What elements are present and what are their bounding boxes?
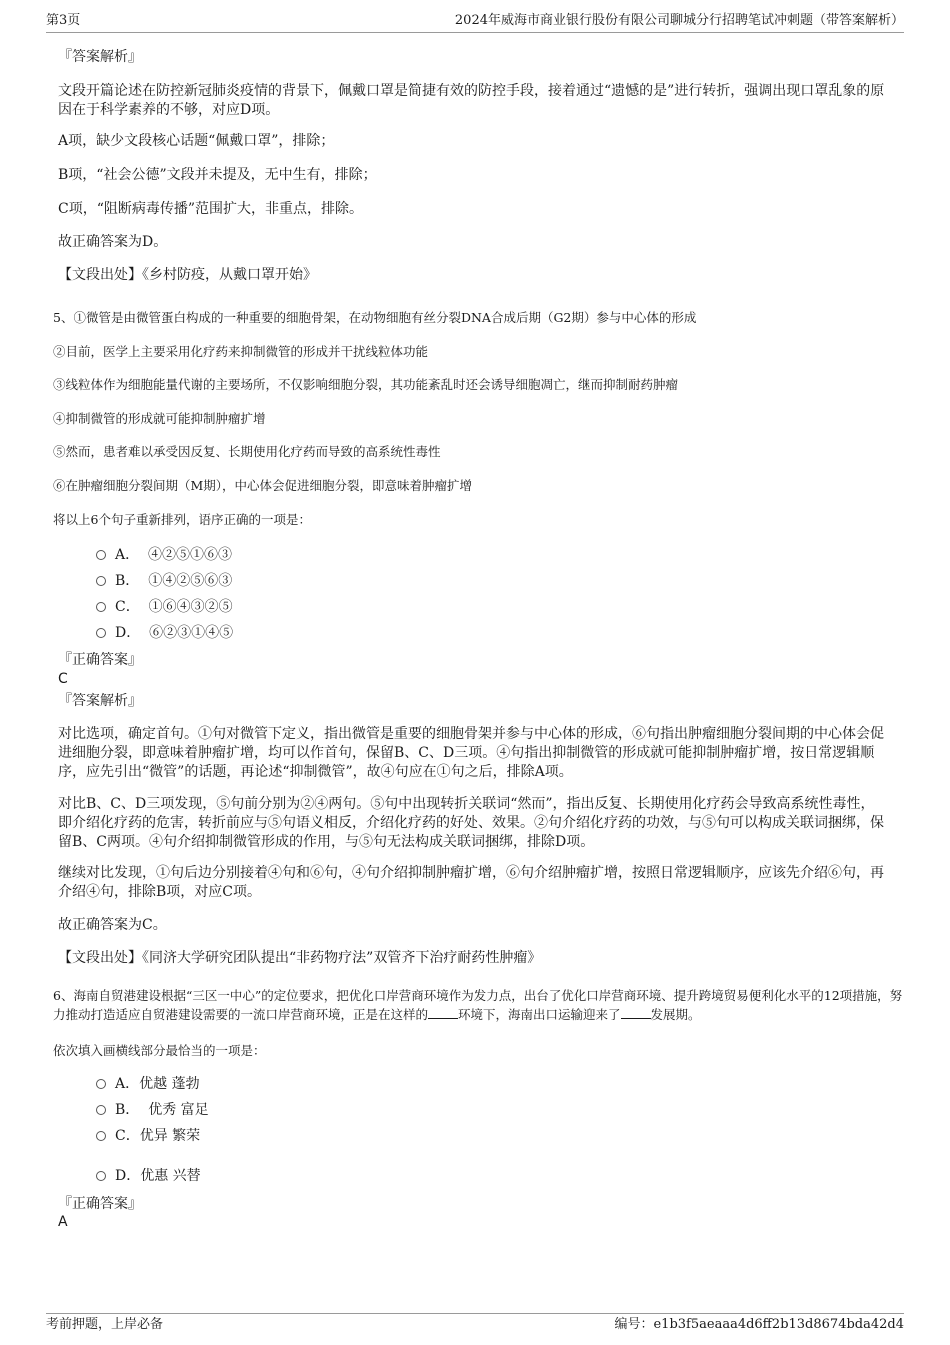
q5-option-c[interactable]	[96, 598, 233, 616]
q5-prompt: 将以上6个句子重新排列，语序正确的一项是：	[53, 512, 311, 527]
q5-sentence-4: ④抑制微管的形成就可能抑制肿瘤扩增	[53, 411, 266, 426]
q6-option-b[interactable]	[96, 1101, 209, 1119]
q4-conclusion: 故正确答案为D。	[58, 234, 168, 250]
option-text: ①⑥④③②⑤	[148, 599, 233, 615]
q4-analysis-paragraph: 文段开篇论述在防控新冠肺炎疫情的背景下，佩戴口罩是简捷有效的防控手段，接着通过“遗憾的是”进行转折，强调出现口罩乱象的原因在于科学素养的不够，对应D项。	[58, 83, 885, 118]
option-text: 优异 繁荣	[139, 1128, 201, 1144]
q6-stem-part-3: 发展期。	[650, 1007, 701, 1022]
q6-option-d[interactable]	[96, 1167, 201, 1185]
q5-option-a[interactable]	[96, 546, 232, 564]
q5-answer: C	[58, 671, 68, 687]
option-label: B．	[115, 573, 140, 589]
q5-analysis-paragraph-3: 继续对比发现，①句后边分别接着④句和⑥句，④句介绍抑制肿瘤扩增，⑥句介绍肿瘤扩增，按照日常逻辑顺序，应该先介绍⑥句，再介绍④句，排除B项，对应C项。	[58, 865, 884, 900]
radio-icon[interactable]	[96, 576, 106, 586]
q4-analysis-heading: 『答案解析』	[58, 49, 142, 65]
q5-sentence-3: ③线粒体作为细胞能量代谢的主要场所，不仅影响细胞分裂，其功能紊乱时还会诱导细胞凋亡，继而抑制耐药肿瘤	[53, 377, 679, 392]
q5-source: 【文段出处】《同济大学研究团队提出“非药物疗法”双管齐下治疗耐药性肿瘤》	[58, 950, 542, 966]
option-text: 优秀 富足	[148, 1102, 209, 1118]
q5-option-d[interactable]	[96, 624, 233, 642]
option-text: 优惠 兴替	[140, 1168, 201, 1184]
page-footer	[46, 1313, 904, 1335]
q6-stem	[53, 986, 903, 1024]
q5-analysis-paragraph-1: 对比选项，确定首句。①句对微管下定义，指出微管是重要的细胞骨架并参与中心体的形成，⑥句指出肿瘤细胞分裂间期的中心体会促进细胞分裂，即意味着肿瘤扩增，均可以作首句，保留B、C、D三项。④句指出抑制微管的形成就可能抑制肿瘤扩增，按日常逻辑顺序，应先引出“微管”的话题，再论述“抑制微管”，故④句应在①句之后，排除A项。	[58, 726, 884, 780]
radio-icon[interactable]	[96, 1171, 106, 1181]
option-label: C．	[115, 599, 140, 615]
q5-sentence-5: ⑤然而，患者难以承受因反复、长期使用化疗药而导致的高系统性毒性	[53, 444, 441, 459]
q6-answer-heading: 『正确答案』	[58, 1196, 142, 1212]
blank-2	[621, 1007, 651, 1019]
q5-conclusion: 故正确答案为C。	[58, 917, 167, 933]
option-label: D．	[115, 625, 141, 641]
option-label: A．	[115, 1076, 140, 1092]
document-title: 2024年威海市商业银行股份有限公司聊城分行招聘笔试冲刺题（带答案解析）	[454, 13, 904, 28]
option-label: C．	[115, 1128, 140, 1144]
radio-icon[interactable]	[96, 550, 106, 560]
q5-sentence-2: ②目前，医学上主要采用化疗药来抑制微管的形成并干扰线粒体功能	[53, 344, 429, 359]
radio-icon[interactable]	[96, 1079, 106, 1089]
q4-analysis-option-a: A项，缺少文段核心话题“佩戴口罩”，排除；	[58, 133, 335, 149]
footer-slogan: 考前押题，上岸必备	[46, 1317, 164, 1332]
q4-analysis-option-c: C项，“阻断病毒传播”范围扩大，非重点，排除。	[58, 201, 364, 217]
q6-stem-part-1: 6、海南自贸港建设根据“三区一中心”的定位要求，把优化口岸营商环境作为发力点，出台了优化口岸营商环境、提升跨境贸易便利化水平的12项措施，努力推动打造适应自贸港建设需要的一流口岸营商环境，正是在这样的	[53, 988, 903, 1022]
document-id: 编号：e1b3f5aeaaa4d6ff2b13d8674bda42d4	[614, 1317, 904, 1332]
radio-icon[interactable]	[96, 602, 106, 612]
q6-option-a[interactable]	[96, 1075, 200, 1093]
option-label: D．	[115, 1168, 141, 1184]
q5-sentence-6: ⑥在肿瘤细胞分裂间期（M期），中心体会促进细胞分裂，即意味着肿瘤扩增	[53, 478, 473, 493]
radio-icon[interactable]	[96, 628, 106, 638]
page-header	[46, 12, 904, 33]
q5-answer-heading: 『正确答案』	[58, 652, 142, 668]
q4-source: 【文段出处】《乡村防疫，从戴口罩开始》	[58, 267, 317, 283]
blank-1	[428, 1007, 458, 1019]
radio-icon[interactable]	[96, 1131, 106, 1141]
option-text: ①④②⑤⑥③	[148, 573, 233, 589]
option-text: ④②⑤①⑥③	[148, 547, 233, 563]
option-text: ⑥②③①④⑤	[149, 625, 234, 641]
q6-stem-part-2: 环境下，海南出口运输迎来了	[458, 1007, 621, 1022]
radio-icon[interactable]	[96, 1105, 106, 1115]
page-number: 第3页	[46, 13, 81, 28]
q5-sentence-1: 5、①微管是由微管蛋白构成的一种重要的细胞骨架，在动物细胞有丝分裂DNA合成后期（G2期）参与中心体的形成	[53, 310, 697, 325]
q6-option-c[interactable]	[96, 1127, 200, 1145]
q5-analysis-paragraph-2: 对比B、C、D三项发现，⑤句前分别为②④两句。⑤句中出现转折关联词“然而”，指出反复、长期使用化疗药会导致高系统性毒性，即介绍化疗药的危害，转折前应与⑤句语义相反，介绍化疗药的好处、效果。②句介绍化疗药的功效，与⑤句可以构成关联词捆绑，保留B、C两项。④句介绍抑制微管形成的作用，与⑤句无法构成关联词捆绑，排除D项。	[58, 796, 884, 850]
q4-analysis-option-b: B项，“社会公德”文段并未提及，无中生有，排除；	[58, 167, 377, 183]
q5-analysis-heading: 『答案解析』	[58, 693, 142, 709]
option-label: B．	[115, 1102, 140, 1118]
option-label: A．	[115, 547, 140, 563]
option-text: 优越 蓬勃	[139, 1076, 200, 1092]
q6-answer: A	[58, 1214, 68, 1230]
q6-prompt: 依次填入画横线部分最恰当的一项是：	[53, 1043, 266, 1058]
q5-option-b[interactable]	[96, 572, 232, 590]
